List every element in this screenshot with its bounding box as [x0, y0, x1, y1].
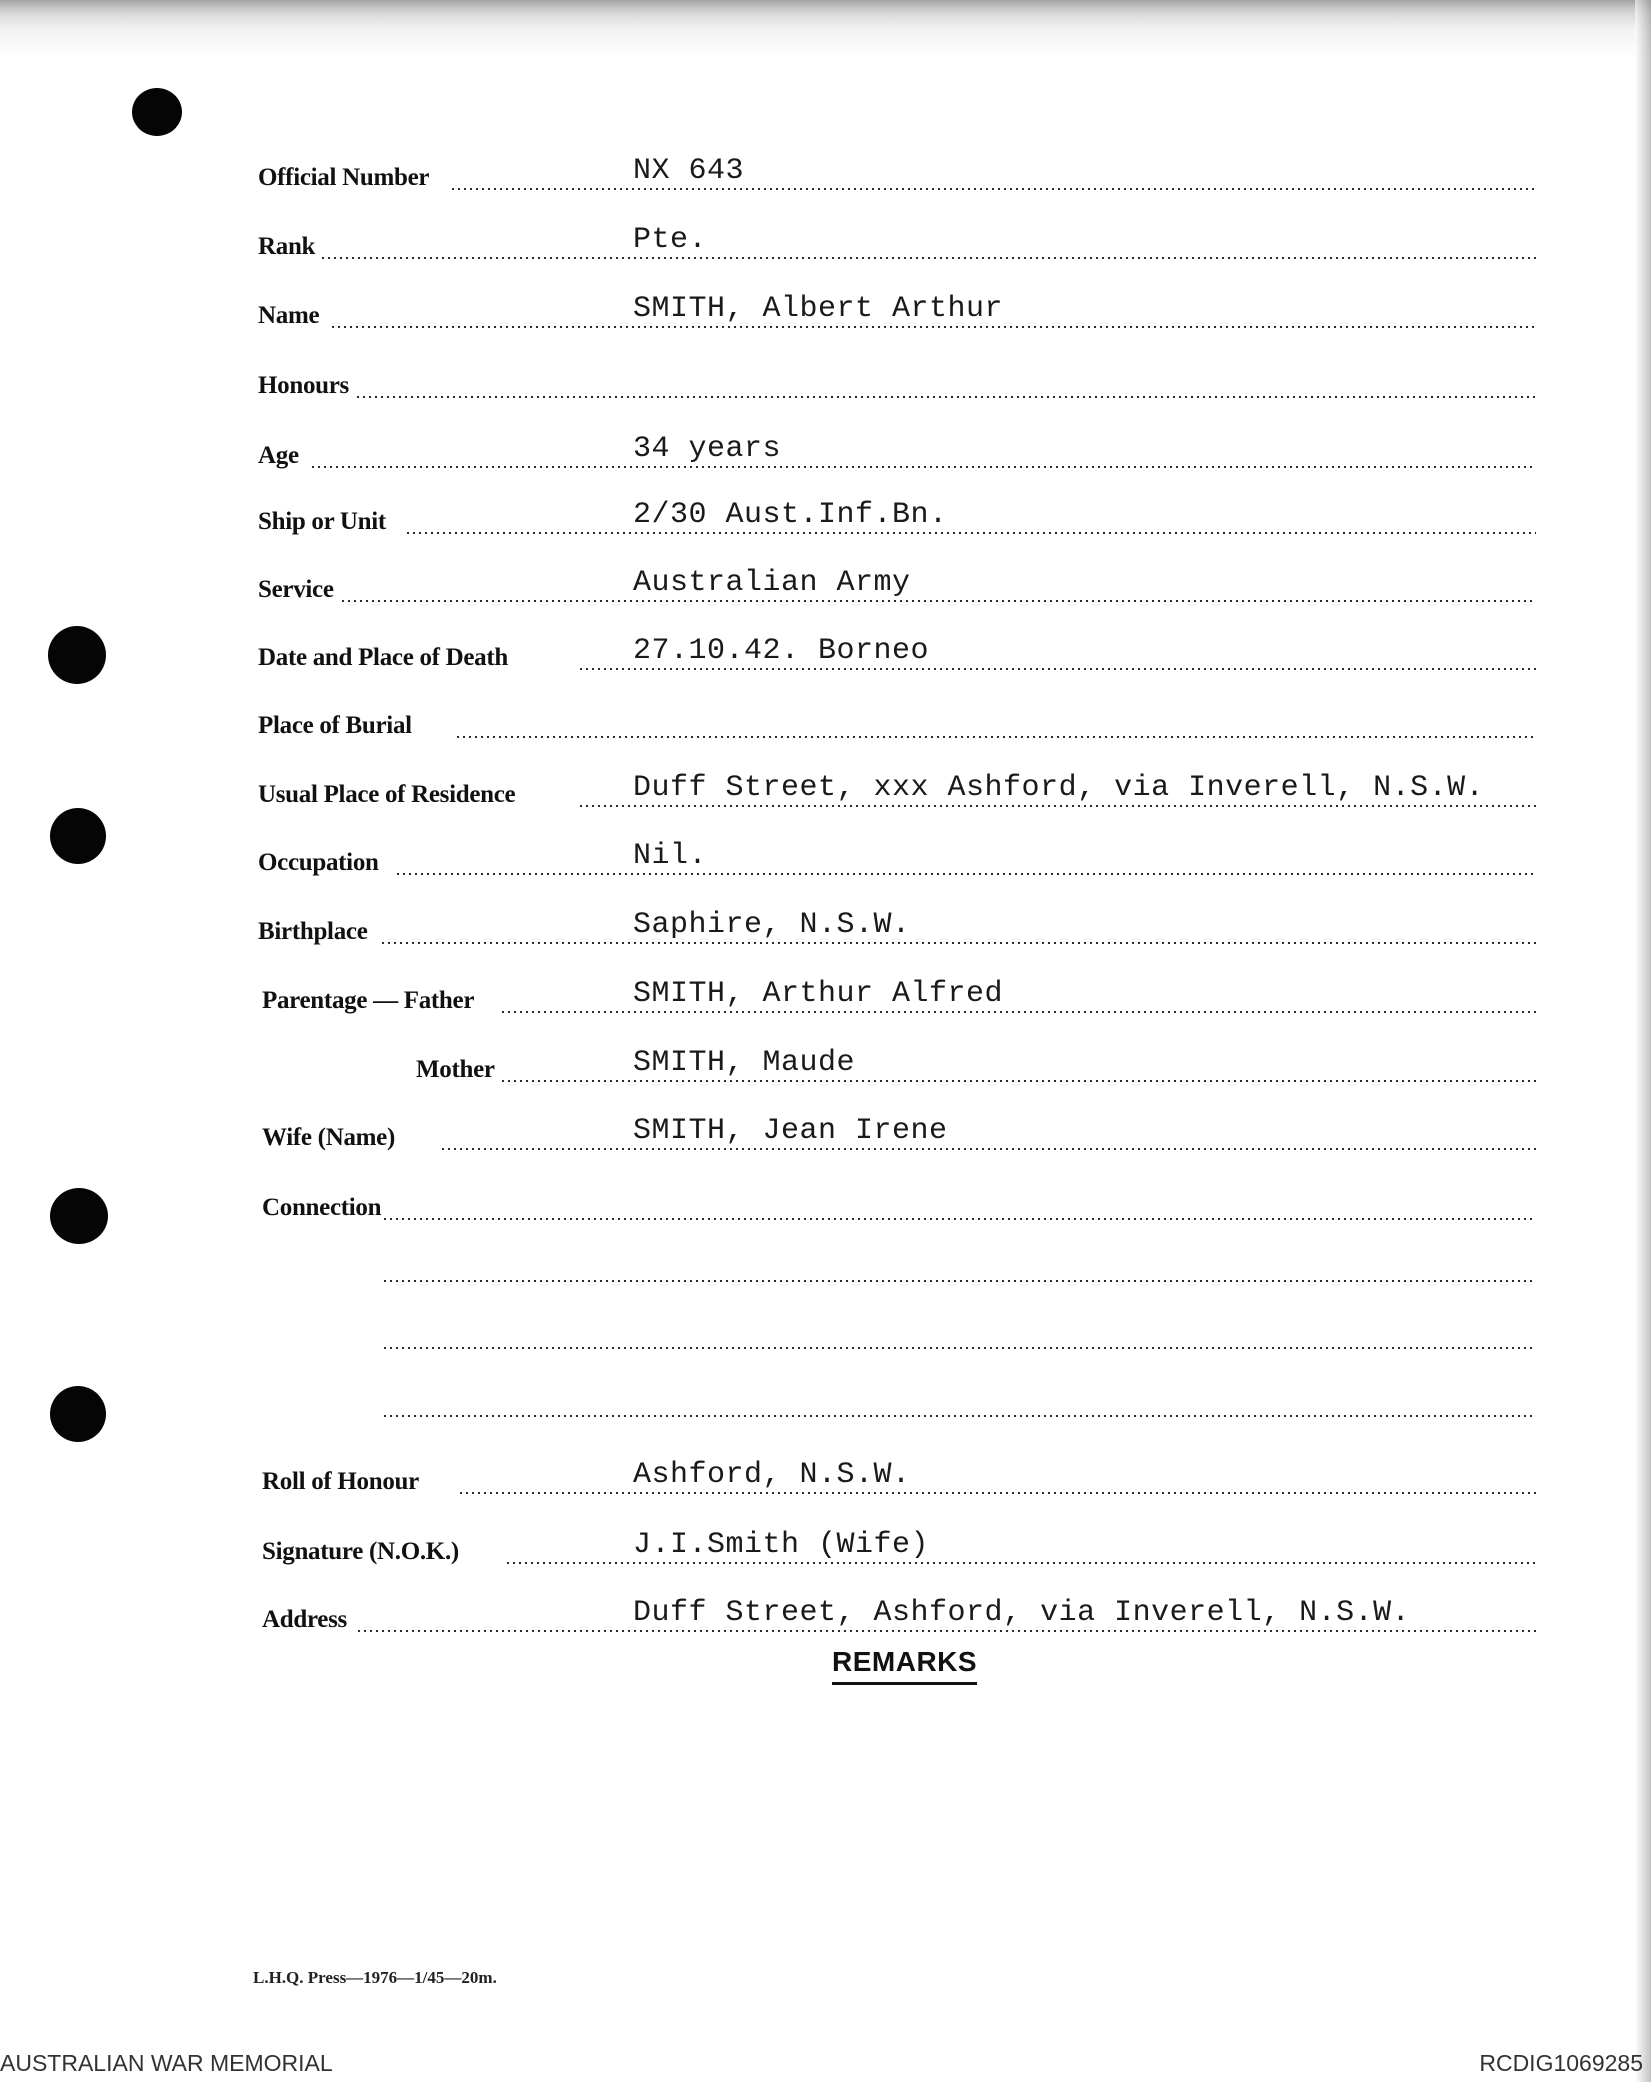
field-value: 27.10.42. Borneo [633, 634, 930, 668]
field-value: 34 years [633, 432, 782, 466]
field-value: 2/30 Aust.Inf.Bn. [633, 498, 948, 532]
footer-archive-name: AUSTRALIAN WAR MEMORIAL [0, 2050, 333, 2076]
field-address [0, 1598, 1651, 1638]
field-occupation [0, 841, 1651, 881]
field-label: Roll of Honour [262, 1468, 422, 1496]
field-label: Service [258, 576, 337, 604]
field-birthplace [0, 910, 1651, 950]
field-connection [0, 1186, 1651, 1226]
field-label: Connection [262, 1194, 384, 1222]
field-label: Ship or Unit [258, 508, 389, 536]
field-rank [0, 225, 1651, 265]
field-value: Duff Street, Ashford, via Inverell, N.S.W. [633, 1596, 1411, 1630]
field-name [0, 294, 1651, 334]
field-label: Wife (Name) [262, 1124, 398, 1152]
blank-connection-line [0, 1325, 1651, 1355]
field-label: Name [258, 302, 322, 330]
press-note: L.H.Q. Press—1976—1/45—20m. [253, 1968, 497, 1987]
field-value: SMITH, Albert Arthur [633, 292, 1004, 326]
field-value: Ashford, N.S.W. [633, 1458, 911, 1492]
field-label: Date and Place of Death [258, 644, 511, 672]
field-value: J.I.Smith (Wife) [633, 1528, 930, 1562]
blank-connection-line [0, 1258, 1651, 1288]
field-label: Mother [416, 1056, 498, 1084]
punch-hole [132, 88, 182, 136]
field-honours [0, 364, 1651, 404]
field-value: Nil. [633, 839, 708, 873]
field-parentage-father [0, 979, 1651, 1019]
field-label: Official Number [258, 164, 432, 192]
field-official-number [0, 156, 1651, 196]
field-wife-name [0, 1116, 1651, 1156]
field-mother [0, 1048, 1651, 1088]
field-ship-or-unit [0, 500, 1651, 540]
field-usual-place-of-residence [0, 773, 1651, 813]
scan-top-edge [0, 0, 1651, 60]
field-signature-nok [0, 1530, 1651, 1570]
field-roll-of-honour [0, 1460, 1651, 1500]
field-label: Usual Place of Residence [258, 781, 518, 809]
field-value: SMITH, Arthur Alfred [633, 977, 1004, 1011]
field-value: Saphire, N.S.W. [633, 908, 911, 942]
field-age [0, 434, 1651, 474]
field-label: Honours [258, 372, 352, 400]
field-label: Occupation [258, 849, 382, 877]
field-value: NX 643 [633, 154, 745, 188]
remarks-heading: REMARKS [832, 1646, 977, 1685]
footer-record-id: RCDIG1069285 [1479, 2050, 1643, 2076]
blank-connection-line [0, 1393, 1651, 1423]
field-label: Address [262, 1606, 350, 1634]
field-value: SMITH, Maude [633, 1046, 856, 1080]
field-value: SMITH, Jean Irene [633, 1114, 948, 1148]
field-label: Signature (N.O.K.) [262, 1538, 462, 1566]
field-value: Australian Army [633, 566, 911, 600]
field-service [0, 568, 1651, 608]
field-label: Place of Burial [258, 712, 415, 740]
field-label: Age [258, 442, 302, 470]
field-label: Birthplace [258, 918, 371, 946]
field-date-place-of-death [0, 636, 1651, 676]
field-label: Rank [258, 233, 318, 261]
field-value: Pte. [633, 223, 708, 257]
field-label: Parentage — Father [262, 987, 477, 1015]
field-value: Duff Street, xxx Ashford, via Inverell, N.S.W. [633, 771, 1485, 805]
field-place-of-burial [0, 704, 1651, 744]
